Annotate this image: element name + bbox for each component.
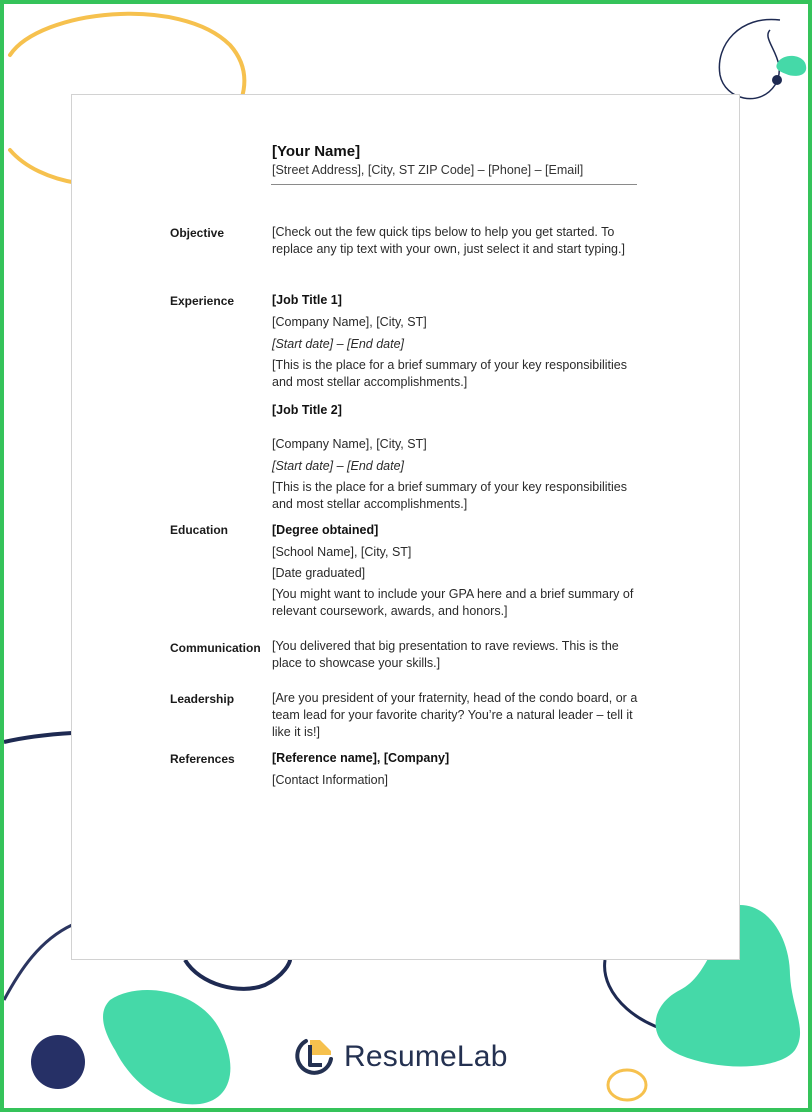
job-summary-1: [This is the place for a brief summary of your key responsibilities and most stellar accomplishments.] bbox=[272, 358, 627, 389]
communication-text: [You delivered that big presentation to rave reviews. This is the place to showcase your skills.] bbox=[272, 639, 619, 670]
logo-text-lab: Lab bbox=[456, 1040, 508, 1073]
resume-contact-line: [Street Address], [City, ST ZIP Code] – [Phone] – [Email] bbox=[272, 163, 584, 177]
navy-dot bbox=[772, 75, 782, 85]
navy-loop-shape bbox=[719, 19, 780, 98]
resumelab-logo-icon bbox=[294, 1037, 334, 1077]
reference-contact: [Contact Information] bbox=[272, 773, 389, 787]
navy-loop-bottom bbox=[185, 960, 290, 989]
section-label-experience: Experience bbox=[170, 294, 235, 308]
job-title-1: [Job Title 1] bbox=[272, 293, 342, 307]
education-degree: [Degree obtained] bbox=[272, 523, 379, 537]
section-label-objective: Objective bbox=[170, 226, 225, 240]
yellow-ring bbox=[608, 1070, 646, 1100]
navy-circle bbox=[31, 1035, 85, 1089]
job-company-2: [Company Name], [City, ST] bbox=[272, 437, 427, 451]
resume-name: [Your Name] bbox=[272, 143, 361, 160]
reference-name: [Reference name], [Company] bbox=[272, 751, 450, 765]
resumelab-logo bbox=[294, 1036, 508, 1078]
section-label-education: Education bbox=[170, 523, 229, 537]
education-date: [Date graduated] bbox=[272, 566, 366, 580]
logo-text-resume: Resume bbox=[344, 1040, 457, 1073]
mint-blob-small bbox=[776, 56, 806, 76]
job-dates-2: [Start date] – [End date] bbox=[272, 459, 405, 473]
mint-blob-left bbox=[103, 990, 230, 1104]
job-title-2: [Job Title 2] bbox=[272, 403, 342, 417]
job-summary-2: [This is the place for a brief summary of your key responsibilities and most stellar accomplishments.] bbox=[272, 480, 627, 511]
section-label-leadership: Leadership bbox=[170, 692, 235, 706]
section-label-communication: Communication bbox=[170, 641, 261, 655]
section-label-references: References bbox=[170, 752, 235, 766]
navy-stroke-left bbox=[4, 733, 72, 742]
resumelab-logo-text bbox=[344, 1040, 508, 1074]
education-summary: [You might want to include your GPA here and a brief summary of relevant coursework, awards, and honors.] bbox=[272, 587, 634, 618]
resume-page bbox=[71, 94, 740, 960]
job-dates-1: [Start date] – [End date] bbox=[272, 337, 405, 351]
header-divider bbox=[271, 184, 637, 185]
job-company-1: [Company Name], [City, ST] bbox=[272, 315, 427, 329]
navy-curve-bottom-left bbox=[4, 925, 72, 1000]
leadership-text: [Are you president of your fraternity, head of the condo board, or a team lead for your favorite charity? You’re a natural leader – tell it like it is!] bbox=[272, 691, 638, 739]
education-school: [School Name], [City, ST] bbox=[272, 545, 412, 559]
objective-text: [Check out the few quick tips below to help you get started. To replace any tip text with your own, just select it and start typing.] bbox=[272, 225, 625, 256]
